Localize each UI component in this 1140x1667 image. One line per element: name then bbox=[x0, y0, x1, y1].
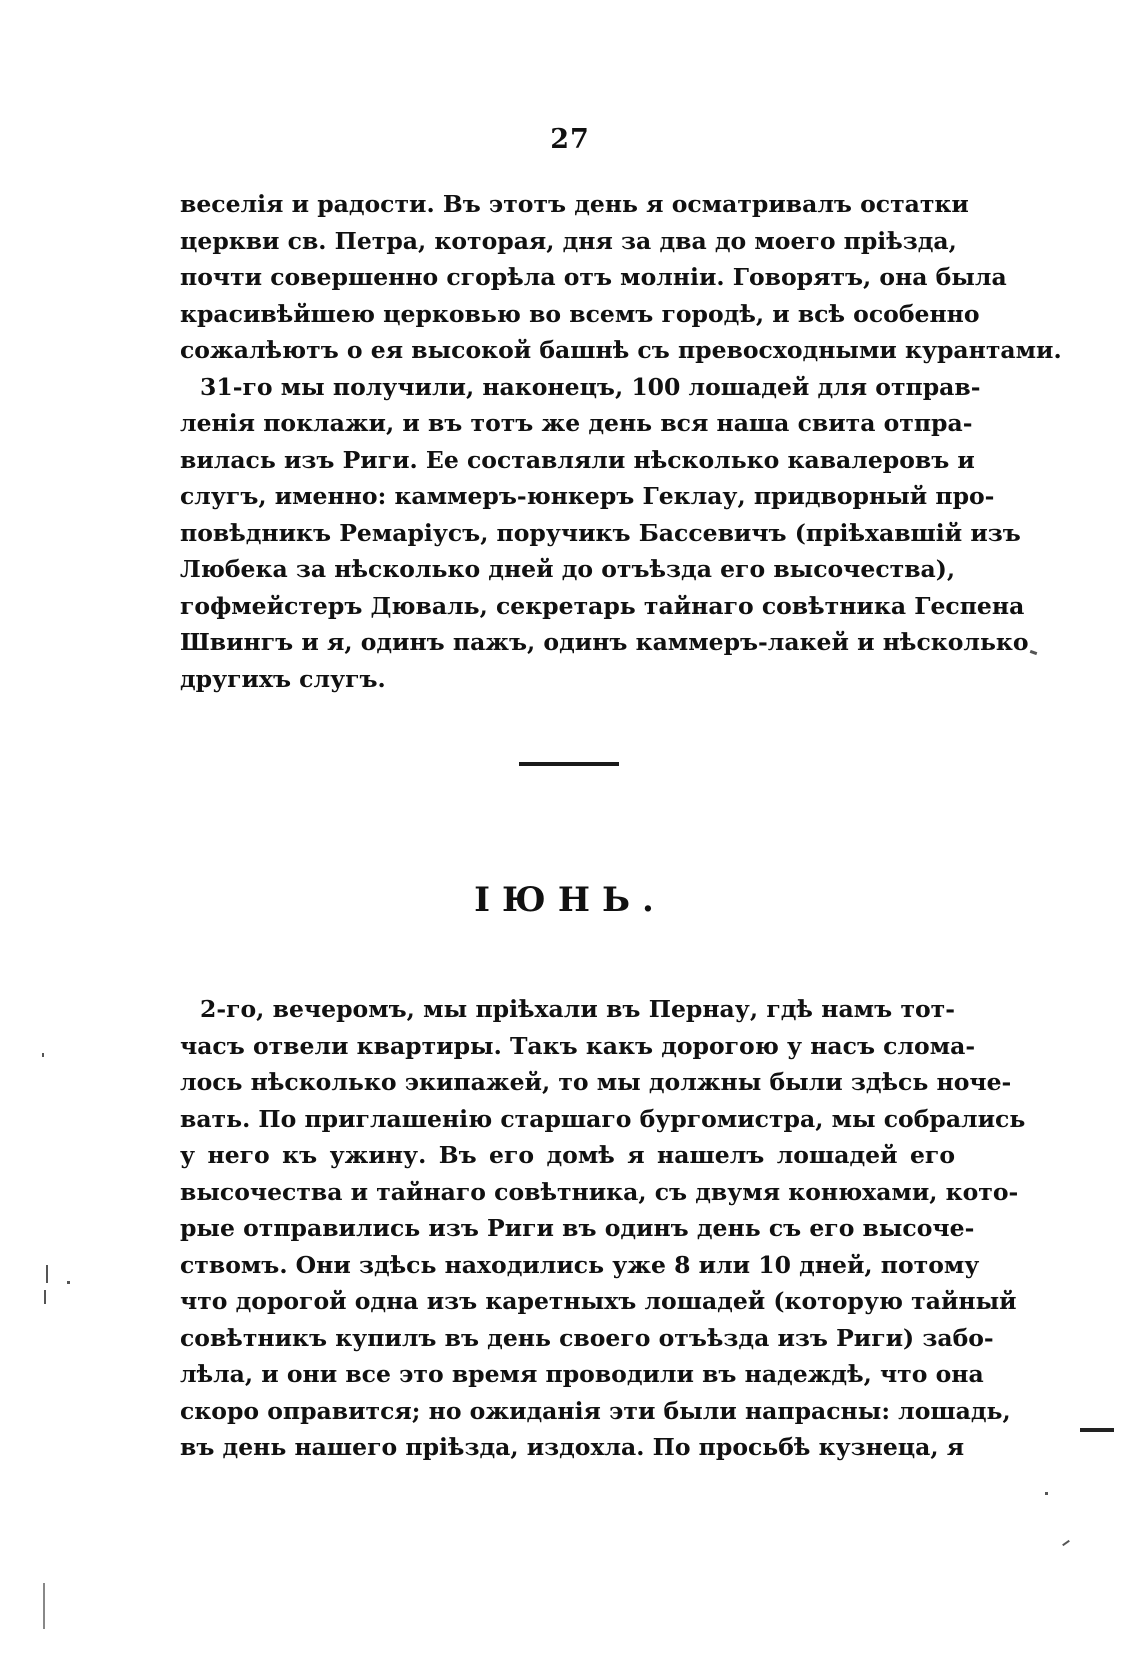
text-line: повѣдникъ Ремаріусъ, поручикъ Бассевичъ (пріѣхавшій изъ bbox=[180, 518, 1021, 547]
text-line: церкви св. Петра, которая, дня за два до моего пріѣзда, bbox=[180, 226, 957, 255]
text-line: лѣла, и они все это время проводили въ надеждѣ, что она bbox=[180, 1360, 984, 1388]
text-line: часъ отвели квартиры. Такъ какъ дорогою у насъ слома- bbox=[180, 1031, 976, 1060]
text-line: слугъ, именно: каммеръ-юнкеръ Геклау, придворный про- bbox=[180, 482, 995, 510]
scan-speck bbox=[67, 1281, 70, 1284]
text-line: Любека за нѣсколько дней до отъѣзда его высочества), bbox=[180, 555, 956, 583]
text-line-content: 2-го, вечеромъ, мы пріѣхали въ Пернау, гдѣ намъ тот- bbox=[200, 995, 955, 1023]
text-line bbox=[180, 369, 981, 406]
text-line: веселія и радости. Въ этотъ день я осматривалъ остатки bbox=[180, 190, 969, 218]
scan-speck bbox=[1045, 1492, 1048, 1495]
text-line: въ день нашего пріѣзда, издохла. По просьбѣ кузнеца, я bbox=[180, 1433, 965, 1461]
text-line: скоро оправится; но ожиданія эти были напрасны: лошадь, bbox=[180, 1396, 1011, 1425]
text-line: почти совершенно сгорѣла отъ молніи. Говорятъ, она была bbox=[180, 263, 1007, 291]
text-line: высочества и тайнаго совѣтника, съ двумя конюхами, кото- bbox=[180, 1177, 1019, 1206]
text-line: вать. По приглашенію старшаго бургомистра, мы собрались bbox=[180, 1104, 1026, 1133]
text-line: что дорогой одна изъ каретныхъ лошадей (которую тайный bbox=[180, 1287, 1017, 1315]
text-line bbox=[180, 991, 955, 1028]
scan-speck bbox=[1080, 1428, 1114, 1432]
text-line: другихъ слугъ. bbox=[180, 664, 386, 693]
text-line: рые отправились изъ Риги въ одинъ день съ его высоче- bbox=[180, 1214, 975, 1242]
text-line: красивѣйшею церковью во всемъ городѣ, и всѣ особенно bbox=[180, 299, 980, 328]
scan-speck bbox=[42, 1053, 44, 1057]
scan-speck bbox=[1062, 1540, 1070, 1546]
scan-speck bbox=[46, 1265, 48, 1283]
text-block-june bbox=[180, 991, 1026, 1466]
scan-speck bbox=[1030, 650, 1038, 655]
text-line: у него къ ужину. Въ его домѣ я нашелъ лошадей его bbox=[180, 1141, 955, 1169]
page-number: 27 bbox=[550, 124, 590, 155]
chapter-heading: ІЮНЬ. bbox=[474, 880, 666, 920]
text-line: лось нѣсколько экипажей, то мы должны были здѣсь ночe- bbox=[180, 1068, 1012, 1096]
text-block-may bbox=[180, 186, 1062, 697]
section-divider bbox=[519, 762, 619, 766]
text-line: ствомъ. Они здѣсь находились уже 8 или 10 дней, потому bbox=[180, 1250, 980, 1279]
scan-speck bbox=[43, 1583, 45, 1629]
text-line: совѣтникъ купилъ въ день своего отъѣзда изъ Риги) забо- bbox=[180, 1323, 994, 1352]
scan-speck bbox=[44, 1290, 46, 1304]
text-line-content: 31-го мы получили, наконецъ, 100 лошадей для отправ- bbox=[200, 372, 981, 401]
text-line: Швингъ и я, одинъ пажъ, одинъ каммеръ-лакей и нѣсколько bbox=[180, 628, 1029, 656]
text-line: сожалѣютъ о ея высокой башнѣ съ превосходными курантами. bbox=[180, 336, 1062, 364]
text-line: гофмейстеръ Дюваль, секретарь тайнаго совѣтника Геспена bbox=[180, 591, 1025, 620]
text-line: вилась изъ Риги. Ее составляли нѣсколько кавалеровъ и bbox=[180, 445, 975, 474]
text-line: ленія поклажи, и въ тотъ же день вся наша свита отпра- bbox=[180, 409, 973, 437]
